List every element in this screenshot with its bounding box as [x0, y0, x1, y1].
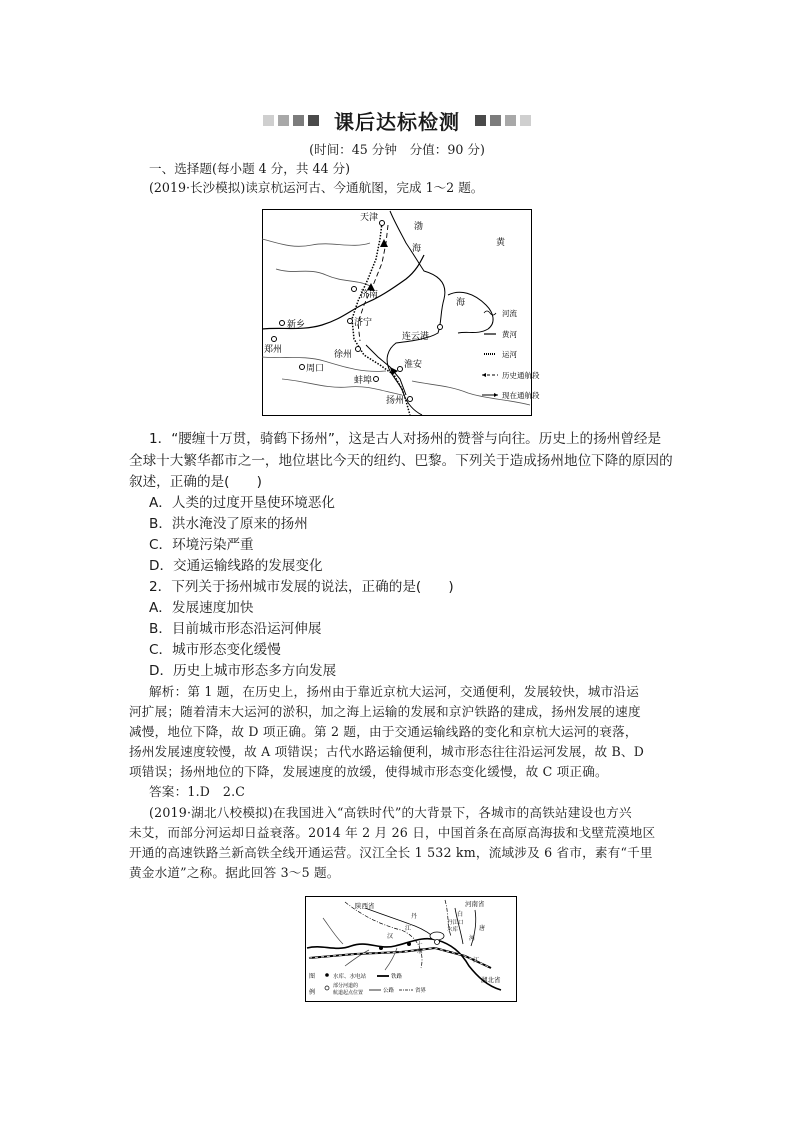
legend-current: 现在通航段	[502, 391, 540, 400]
city-xinxiang	[280, 321, 285, 326]
map2-label-shaanxi: 陕西省	[355, 902, 375, 910]
map2-label-yan: 堰	[417, 949, 423, 955]
title-square-right-4	[520, 115, 531, 126]
label-tianjin: 天津	[360, 213, 379, 223]
danjiangkou-reservoir	[430, 932, 444, 940]
map2-legend-title2: 例	[309, 989, 316, 996]
map2-label-jiang1: 江	[405, 925, 412, 932]
map2-label-jiang2: 江	[473, 957, 480, 964]
q1-option-b: B．洪水淹没了原来的扬州	[149, 516, 308, 532]
map2-label-dan: 丹	[411, 913, 418, 920]
q2-stem: 2．下列关于扬州城市发展的说法，正确的是( )	[149, 579, 454, 595]
section1-intro: (2019·长沙模拟)读京杭运河古、今通航图，完成 1～2 题。	[149, 180, 484, 195]
section2-line-1: (2019·湖北八校模拟)在我国进入“高铁时代”的大背景下，各城市的高铁站建设也方兴	[149, 805, 632, 820]
title-square-left-1	[263, 115, 274, 126]
label-huaian: 淮安	[404, 360, 423, 370]
label-zhengzhou: 郑州	[264, 345, 283, 355]
q1-stem-line-1: 1．“腰缠十万贯，骑鹤下扬州”，这是古人对扬州的赞誉与向往。历史上的扬州曾经是	[149, 431, 662, 447]
title-square-right-2	[490, 115, 501, 126]
navigation-start	[435, 940, 440, 945]
city-zhoukou	[300, 365, 305, 370]
label-lianyungang: 连云港	[402, 332, 430, 342]
city-bengbu	[374, 377, 379, 382]
city-jinan	[352, 287, 357, 292]
map2-label-he: 河	[469, 935, 476, 942]
map2-label-bai: 白	[457, 911, 464, 918]
q1-option-d: D．交通运输线路的发展变化	[149, 558, 323, 574]
label-jinan: 济南	[360, 290, 379, 300]
q2-option-b: B．目前城市形态沿运河伸展	[149, 621, 322, 637]
map2-legend-highway: 公路	[383, 988, 395, 994]
analysis-line-4: 扬州发展速度较慢，故 A 项错误；古代水路运输便利，城市形态往往沿运河发展，故 B、D	[129, 744, 645, 759]
q2-option-a: A．发展速度加快	[149, 600, 254, 616]
legend-river: 河流	[502, 309, 517, 318]
label-zhoukou: 周口	[306, 364, 325, 374]
map2-legend-boundary: 省界	[415, 988, 427, 994]
answer-line: 答案：1.D 2.C	[149, 784, 246, 799]
map2-label-danjiangkou: 丹江口	[447, 920, 464, 926]
map2-legend-reservoir-dot	[325, 973, 329, 977]
title-square-left-2	[278, 115, 289, 126]
analysis-line-2: 河扩展；随着清末大运河的淤积，加之海上运输的发展和京沪铁路的建成，扬州发展的速度	[129, 704, 641, 719]
label-bo: 渤	[414, 222, 424, 232]
title-square-right-1	[475, 115, 486, 126]
title-square-left-4	[308, 115, 319, 126]
city-zhengzhou	[272, 337, 277, 342]
section2-line-2: 未艾，而部分河运却日益衰落。2014 年 2 月 26 日，中国首条在高原高海拔和戈壁荒漠地区	[129, 825, 656, 840]
page-title: 课后达标检测	[334, 110, 460, 134]
map2-legend-navigation2: 航道起点位置	[333, 990, 364, 996]
map2-legend-navigation-symbol	[325, 986, 329, 990]
city-lianyungang	[438, 325, 443, 330]
q1-option-a: A．人类的过度开垦使环境恶化	[149, 495, 336, 511]
legend-historic: 历史通航段	[502, 371, 540, 380]
map2-label-reservoir: 水库	[447, 927, 459, 933]
legend-canal: 运河	[502, 350, 517, 359]
section2-line-4: 黄金水道”之称。据此回答 3～5 题。	[129, 865, 340, 880]
map2-legend-navigation1: 部分河道的	[333, 983, 359, 989]
label-yangzhou: 扬州	[386, 396, 405, 406]
q2-option-c: C．城市形态变化缓慢	[149, 642, 281, 658]
analysis-line-3: 减慢，地位下降，故 D 项正确。第 2 题，由于交通运输线路的变化和京杭大运河的衰落，	[129, 724, 638, 739]
analysis-line-5: 项错误；扬州地位的下降，发展速度的放缓，使得城市形态变化缓慢，故 C 项正确。	[129, 764, 608, 779]
legend-yellow-river: 黄河	[502, 330, 517, 339]
title-square-right-3	[505, 115, 516, 126]
map2-label-hubei: 湖北省	[481, 976, 501, 984]
city-huaian	[398, 367, 403, 372]
section2-line-3: 开通的高速铁路兰新高铁全线开通运营。汉江全长 1 532 km，流域涉及 6 省市，素有“千里	[129, 845, 653, 860]
map2-label-han: 汉	[387, 933, 394, 940]
map2-label-shiyan: 十	[417, 942, 423, 948]
exam-meta: (时间：45 分钟 分值：90 分)	[309, 142, 485, 157]
label-xinxiang: 新乡	[287, 320, 306, 330]
map2-legend-reservoir: 水库、水电站	[333, 974, 367, 980]
reservoir-station-1	[407, 942, 411, 946]
title-row	[0, 106, 794, 132]
city-jining	[348, 319, 353, 324]
map2-label-tang: 唐	[479, 925, 486, 932]
label-jining: 济宁	[354, 318, 373, 328]
label-bengbu: 蚌埠	[354, 376, 373, 386]
han-river-map	[305, 896, 517, 1002]
map2-legend-title1: 图	[309, 973, 316, 980]
label-huang: 黄	[496, 238, 506, 248]
city-tianjin	[380, 221, 385, 226]
q1-stem-line-3: 叙述，正确的是( )	[129, 474, 262, 490]
label-hai1: 海	[412, 244, 422, 254]
map2-legend-railway: 铁路	[391, 974, 403, 980]
section1-heading: 一、选择题(每小题 4 分，共 44 分)	[149, 161, 351, 176]
analysis-line-1: 解析：第 1 题，在历史上，扬州由于靠近京杭大运河，交通便利，发展较快，城市沿运	[149, 684, 639, 699]
q1-stem-line-2: 全球十大繁华都市之一，地位堪比今天的纽约、巴黎。下列关于造成扬州地位下降的原因的	[129, 453, 673, 469]
city-yangzhou	[408, 397, 413, 402]
city-xuzhou	[356, 347, 361, 352]
reservoir-station-2	[379, 946, 383, 950]
title-square-left-3	[293, 115, 304, 126]
grand-canal-map	[262, 209, 540, 416]
map2-label-henan: 河南省	[465, 900, 485, 908]
q1-option-c: C．环境污染严重	[149, 537, 254, 553]
q2-option-d: D．历史上城市形态多方向发展	[149, 663, 337, 679]
label-hai2: 海	[456, 298, 466, 308]
label-xuzhou: 徐州	[334, 350, 353, 360]
